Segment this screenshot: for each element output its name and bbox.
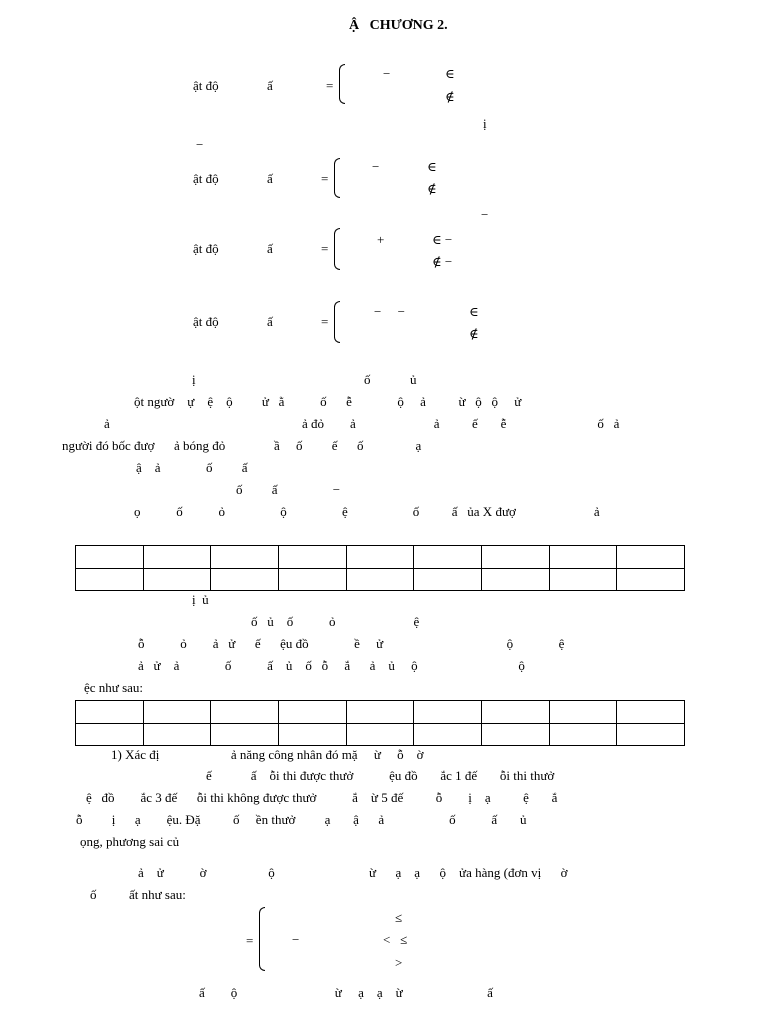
table-cell bbox=[414, 568, 482, 591]
table-cell bbox=[549, 701, 617, 724]
table-cell bbox=[211, 701, 279, 724]
table-cell bbox=[414, 723, 482, 746]
table-cell bbox=[143, 546, 211, 569]
table-cell bbox=[346, 723, 414, 746]
text-line: ố ất như sau: bbox=[90, 887, 186, 902]
text-line: ả bbox=[104, 416, 110, 431]
text-line: ả ử ờ ộ ừ ạ ạ ộ ửa hàng (đơn vị ờ bbox=[138, 865, 568, 880]
table-row bbox=[76, 546, 685, 569]
text-line: ột ngườ ự ệ ộ ử ằ ố ễ ộ ả ừ ộ ộ ử bbox=[134, 394, 522, 409]
table-cell bbox=[549, 723, 617, 746]
table-cell bbox=[76, 701, 144, 724]
table-cell bbox=[211, 546, 279, 569]
def-label-char: ấ bbox=[267, 241, 273, 256]
element-of-symbol: ∈ bbox=[427, 159, 437, 174]
equals-sign: = bbox=[246, 933, 254, 948]
not-element-of-symbol: ∉ bbox=[469, 326, 479, 341]
left-brace bbox=[334, 158, 340, 198]
table-cell bbox=[76, 568, 144, 591]
table-cell bbox=[481, 701, 549, 724]
table-cell bbox=[211, 568, 279, 591]
left-brace bbox=[259, 907, 265, 971]
def-label: ật độ bbox=[193, 171, 219, 186]
equals-sign: = bbox=[321, 171, 329, 186]
table-row bbox=[76, 701, 685, 724]
equals-sign: = bbox=[326, 78, 334, 93]
fragment-dash: − bbox=[196, 137, 204, 152]
element-of-symbol: ∈ bbox=[469, 304, 479, 319]
table-cell bbox=[414, 546, 482, 569]
def-label: ật độ bbox=[193, 78, 219, 93]
text-fragment: ố bbox=[364, 372, 371, 387]
fragment-char: ị bbox=[483, 116, 487, 131]
table-row bbox=[76, 568, 685, 591]
text-line: ệc như sau: bbox=[84, 680, 144, 695]
def-label-char: ấ bbox=[267, 171, 273, 186]
text-line: ế ấ ỗi thi được thưở ệu đồ ắc 1 đế ỗi thi thưở bbox=[206, 768, 555, 783]
page-title: Ậ CHƯƠNG 2. bbox=[349, 18, 448, 33]
table-cell bbox=[278, 701, 346, 724]
table-cell bbox=[481, 546, 549, 569]
not-element-of-symbol: ∉ − bbox=[432, 254, 453, 269]
table-cell bbox=[278, 568, 346, 591]
def-label-char: ấ bbox=[267, 314, 273, 329]
case-condition-1: ≤ bbox=[395, 910, 403, 925]
case-1-operator: + bbox=[377, 232, 385, 247]
table-cell bbox=[481, 723, 549, 746]
text-line: ả đỏ ả ả ế ễ ố ả bbox=[302, 416, 620, 431]
distribution-table-1 bbox=[75, 545, 685, 591]
text-line: ệ đồ ắc 3 đế ỗi thi không được thưở ắ ừ 5 đế ỗ ị ạ ệ ắ bbox=[86, 790, 558, 805]
case-condition-3: > bbox=[395, 955, 403, 970]
left-brace bbox=[334, 228, 340, 270]
table-cell bbox=[278, 546, 346, 569]
fragment-dash: − bbox=[481, 207, 489, 222]
table-cell bbox=[346, 546, 414, 569]
def-label-char: ấ bbox=[267, 78, 273, 93]
element-of-symbol: ∈ bbox=[445, 66, 455, 81]
def-label: ật độ bbox=[193, 241, 219, 256]
table-cell bbox=[617, 701, 685, 724]
text-fragment: ủ bbox=[410, 372, 417, 387]
table-row bbox=[76, 723, 685, 746]
left-brace bbox=[334, 301, 340, 343]
table-cell bbox=[143, 568, 211, 591]
table-cell bbox=[414, 701, 482, 724]
table-cell bbox=[346, 568, 414, 591]
case-1-operator: − bbox=[383, 66, 391, 81]
text-line: ố ấ − bbox=[236, 482, 341, 497]
left-brace bbox=[339, 64, 345, 104]
table-cell bbox=[617, 546, 685, 569]
table-cell bbox=[76, 546, 144, 569]
text-line: ỗ ị ạ ệu. Đặ ố ền thưở ạ ậ ả ố ấ ủ bbox=[76, 812, 527, 827]
case-condition-2: < ≤ bbox=[383, 932, 408, 947]
table-cell bbox=[143, 723, 211, 746]
case-1-operator: − − bbox=[374, 304, 405, 319]
not-element-of-symbol: ∉ bbox=[427, 181, 437, 196]
table-cell bbox=[481, 568, 549, 591]
text-line: ọng, phương sai củ bbox=[80, 834, 180, 849]
equals-sign: = bbox=[321, 314, 329, 329]
case-1-operator: − bbox=[372, 159, 380, 174]
text-line: ấ ộ ừ ạ ạ ừ ấ bbox=[199, 985, 493, 1000]
table-cell bbox=[278, 723, 346, 746]
table-cell bbox=[617, 723, 685, 746]
text-line: ố ủ ố ỏ ệ bbox=[251, 614, 420, 629]
def-label: ật độ bbox=[193, 314, 219, 329]
not-element-of-symbol: ∉ bbox=[445, 89, 455, 104]
table-cell bbox=[76, 723, 144, 746]
table-cell bbox=[211, 723, 279, 746]
text-line: ị ủ bbox=[192, 592, 209, 607]
text-line: ậ ả ố ấ bbox=[136, 460, 248, 475]
text-fragment: ị bbox=[192, 372, 196, 387]
table-cell bbox=[549, 568, 617, 591]
distribution-table-2 bbox=[75, 700, 685, 746]
text-line: ỗ ỏ ả ử ế ệu đồ ề ử ộ ệ bbox=[138, 636, 565, 651]
text-line: ả ử ả ố ấ ủ ố ỗ ắ ả ủ ộ ộ bbox=[138, 658, 525, 673]
table-cell bbox=[549, 546, 617, 569]
minus-sign: − bbox=[292, 932, 300, 947]
equals-sign: = bbox=[321, 241, 329, 256]
text-line: người đó bốc đượ ả bóng đỏ ầ ố ế ố ạ bbox=[62, 438, 422, 453]
table-cell bbox=[143, 701, 211, 724]
text-line: ọ ố ỏ ộ ệ ố ấ ủa X đượ ả bbox=[134, 504, 600, 519]
table-cell bbox=[346, 701, 414, 724]
text-line: 1) Xác đị ả năng công nhân đó mặ ừ ỗ ờ bbox=[111, 747, 424, 762]
element-of-symbol: ∈ − bbox=[432, 232, 453, 247]
table-cell bbox=[617, 568, 685, 591]
